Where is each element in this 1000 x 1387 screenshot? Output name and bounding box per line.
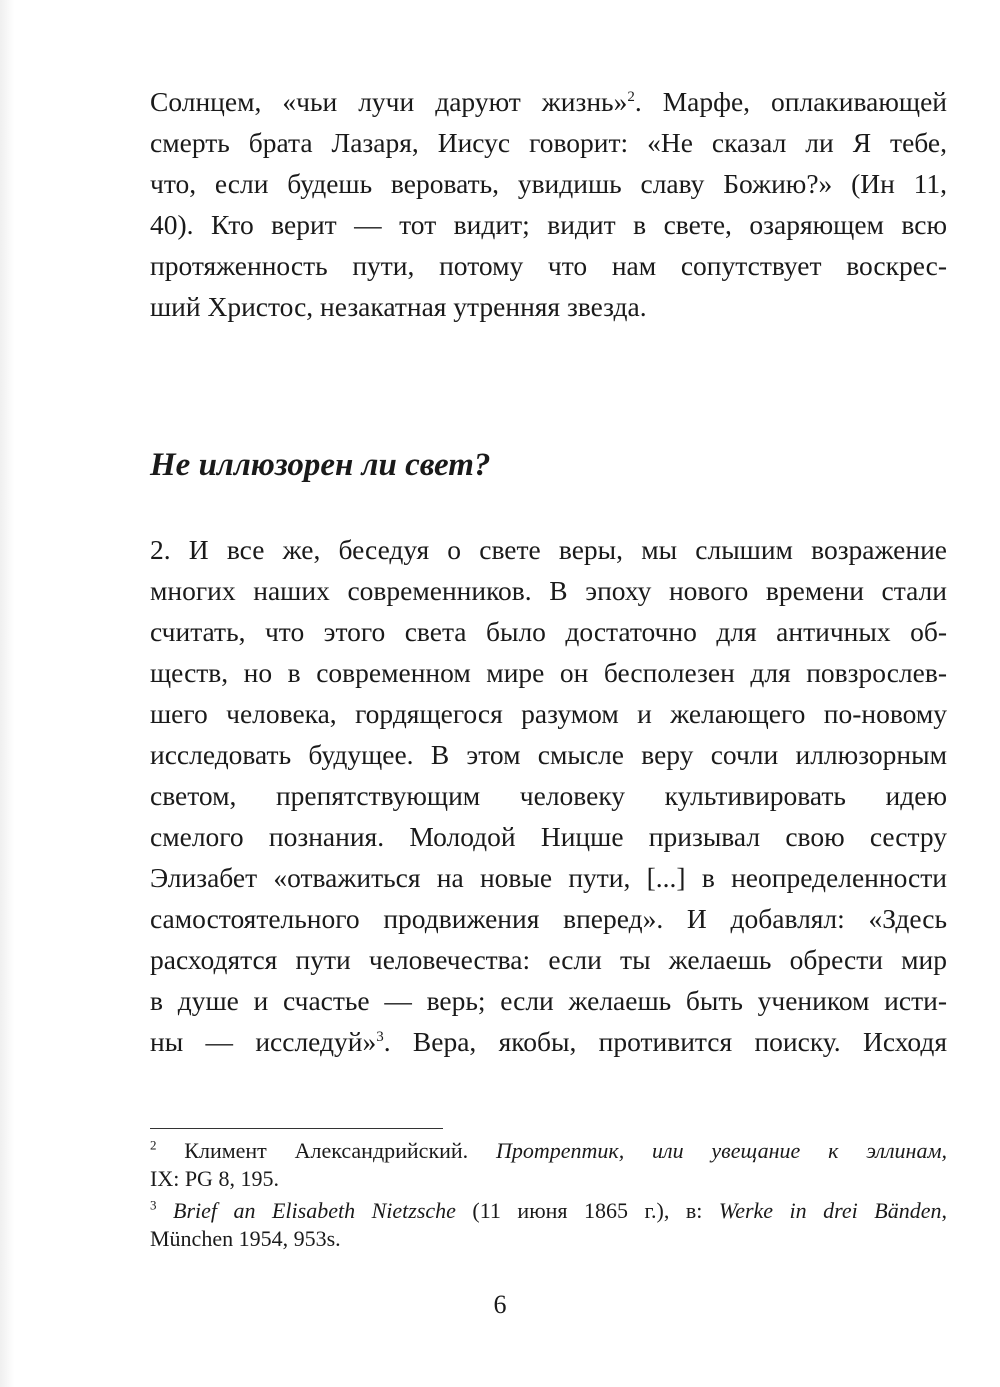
paragraph-line: смелого познания. Молодой Ницше призывал свою сестру [150, 821, 947, 852]
footnote-2-line-1 [150, 1136, 947, 1166]
line-text: ны — исследуй» [150, 1026, 377, 1057]
paragraph-line [150, 82, 947, 122]
paragraph-line: ществ, но в современном мире он бесполезен для повзрослев- [150, 657, 947, 688]
line-text: Солнцем, «чьи лучи даруют жизнь» [150, 86, 628, 117]
footnote-3-line-2: München 1954, 953s. [150, 1226, 341, 1251]
paragraph-line: шего человека, гордящегося разумом и желающего по-новому [150, 698, 947, 729]
footnote-3-line-1 [150, 1196, 947, 1226]
section-heading: Не иллюзорен ли свет? [150, 447, 491, 483]
page-edge-shadow [0, 0, 14, 1387]
footnote-ref-2: 2 [627, 88, 635, 105]
footnote-separator [150, 1128, 443, 1129]
line-text: . Марфе, оплакивающей [634, 86, 947, 117]
paragraph-line [150, 1022, 947, 1062]
line-text: . Вера, якобы, противится поиску. Исходя [383, 1026, 947, 1057]
page-number: 6 [493, 1290, 507, 1319]
footnote-number: 2 [150, 1137, 157, 1153]
paragraph-line: светом, препятствующим человеку культивировать идею [150, 780, 947, 811]
footnote-text: , [941, 1198, 947, 1223]
paragraph-line: 2. И все же, беседуя о свете веры, мы слышим возражение [150, 534, 947, 565]
footnote-number: 3 [150, 1197, 157, 1213]
paragraph-line: в душе и счастье — верь; если желаешь быть учеником исти- [150, 985, 947, 1016]
footnote-text: (11 июня 1865 г.), в: [455, 1198, 719, 1223]
paragraph-line: расходятся пути человечества: если ты желаешь обрести мир [150, 944, 947, 975]
paragraph-line: что, если будешь веровать, увидишь славу Божию?» (Ин 11, [150, 168, 947, 199]
paragraph-line: многих наших современников. В эпоху нового времени стали [150, 575, 947, 606]
paragraph-line: смерть брата Лазаря, Иисус говорит: «Не сказал ли Я тебе, [150, 127, 947, 158]
footnote-title: Brief an Elisabeth Nietzsche [156, 1198, 456, 1223]
footnote-ref-3: 3 [376, 1028, 384, 1045]
footnote-2-line-2: IX: PG 8, 195. [150, 1166, 279, 1191]
footnote-title: Werke in drei Bänden [718, 1198, 942, 1223]
paragraph-line: самостоятельного продвижения вперед». И добавлял: «Здесь [150, 903, 947, 934]
paragraph-line: ший Христос, незакатная утренняя звезда. [150, 291, 647, 322]
footnote-author: Климент Александрийский. [156, 1138, 496, 1163]
footnote-title: Протрептик, или увещание к эллинам, [495, 1138, 947, 1163]
paragraph-line: исследовать будущее. В этом смысле веру сочли иллюзорным [150, 739, 947, 770]
paragraph-line: протяженность пути, потому что нам сопутствует воскрес- [150, 250, 947, 281]
paragraph-line: 40). Кто верит — тот видит; видит в свете, озаряющем всю [150, 209, 947, 240]
paragraph-line: Элизабет «отважиться на новые пути, [...] в неопределенности [150, 862, 947, 893]
paragraph-line: считать, что этого света было достаточно для античных об- [150, 616, 947, 647]
